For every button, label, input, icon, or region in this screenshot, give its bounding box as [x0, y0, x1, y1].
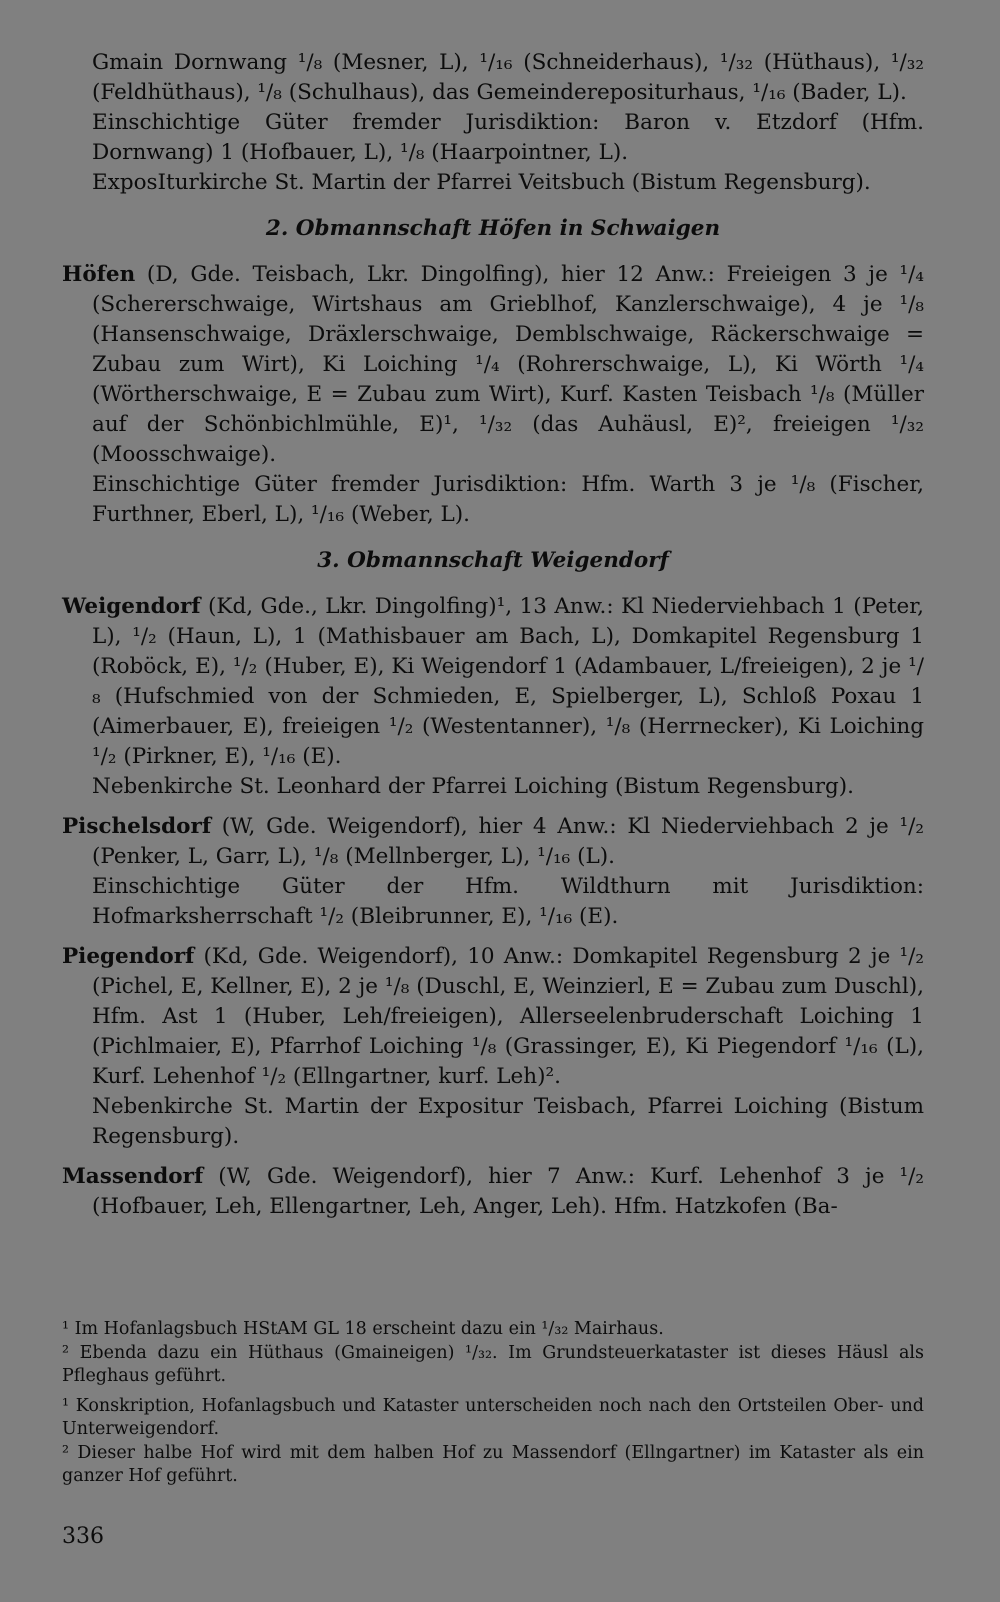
entry-hoefen [62, 260, 924, 470]
entry-massendorf-text: (W, Gde. Weigendorf), hier 7 Anw.: Kurf. Lehenhof 3 je ¹/₂ (Hofbauer, Leh, Ellengartner, Leh, Anger, Leh). Hfm. Hatzkofen (Ba- [92, 1164, 924, 1219]
place-name-massendorf: Massendorf [62, 1164, 204, 1189]
footnote-3: ¹ Konskription, Hofanlagsbuch und Kataster unterscheiden noch nach den Ortsteilen Ober- und Unterweigendorf. [62, 1395, 924, 1439]
gmain-dornwang-paragraph: Gmain Dornwang ¹/₈ (Mesner, L), ¹/₁₆ (Schneiderhaus), ¹/₃₂ (Hüthaus), ¹/₃₂ (Feldhüthaus), ¹/₈ (Schulhaus), das Gemeinderepositurhaus, ¹/₁₆ (Bader, L). [92, 50, 924, 105]
piegendorf-church-note: Nebenkirche St. Martin der Expositur Teisbach, Pfarrei Loiching (Bistum Regensburg). [92, 1094, 924, 1149]
entry-massendorf [62, 1162, 924, 1222]
hoefen-foreign-jurisdiction: Einschichtige Güter fremder Jurisdiktion: Hfm. Warth 3 je ¹/₈ (Fischer, Furthner, Eberl, L), ¹/₁₆ (Weber, L). [92, 472, 924, 527]
footnote-2: ² Ebenda dazu ein Hüthaus (Gmaineigen) ¹/₃₂. Im Grundsteuerkataster ist dieses Häusl als Pfleghaus geführt. [62, 1342, 924, 1386]
footnotes [62, 1318, 924, 1489]
place-name-weigendorf: Weigendorf [62, 594, 201, 619]
gmain-foreign-jurisdiction: Einschichtige Güter fremder Jurisdiktion: Baron v. Etzdorf (Hfm. Dornwang) 1 (Hofbauer, L), ¹/₈ (Haarpointner, L). [92, 110, 924, 165]
pischelsdorf-foreign-jurisdiction: Einschichtige Güter der Hfm. Wildthurn mit Jurisdiktion: Hofmarksherrschaft ¹/₂ (Bleibrunner, E), ¹/₁₆ (E). [92, 874, 924, 929]
place-name-piegendorf: Piegendorf [62, 944, 195, 969]
place-name-pischelsdorf: Pischelsdorf [62, 814, 212, 839]
section-heading-hoefen: 2. Obmannschaft Höfen in Schwaigen [265, 216, 721, 241]
entry-hoefen-text: (D, Gde. Teisbach, Lkr. Dingolfing), hier 12 Anw.: Freieigen 3 je ¹/₄ (Schererschwaige, Wirtshaus am Grieblhof, Kanzlerschwaige), 4 je ¹/₈ (Hansenschwaige, Dräxlerschwaige, Demblschwaige, Räckerschwaige = Zubau zum Wirt), Ki Loiching ¹/₄ (Rohrerschwaige, L), Ki Wörth ¹/₄ (Wörtherschwaige, E = Zubau zum Wirt), Kurf. Kasten Teisbach ¹/₈ (Müller auf der Schönbichlmühle, E)¹, ¹/₃₂ (das Auhäusl, E)², freieigen ¹/₃₂ (Moosschwaige). [92, 262, 924, 467]
entry-piegendorf-text: (Kd, Gde. Weigendorf), 10 Anw.: Domkapitel Regensburg 2 je ¹/₂ (Pichel, E, Kellner, E), 2 je ¹/₈ (Duschl, E, Weinzierl, E = Zubau zum Duschl), Hfm. Ast 1 (Huber, Leh/freieigen), Allerseelenbruderschaft Loiching 1 (Pichlmaier, E), Pfarrhof Loiching ¹/₈ (Grassinger, E), Ki Piegendorf ¹/₁₆ (L), Kurf. Lehenhof ¹/₂ (Ellngartner, kurf. Leh)². [92, 944, 924, 1089]
entry-pischelsdorf-text: (W, Gde. Weigendorf), hier 4 Anw.: Kl Niederviehbach 2 je ¹/₂ (Penker, L, Garr, L), ¹/₈ (Mellnberger, L), ¹/₁₆ (L). [92, 814, 924, 869]
footnote-1: ¹ Im Hofanlagsbuch HStAM GL 18 erscheint dazu ein ¹/₃₂ Mairhaus. [62, 1319, 664, 1339]
section-heading-weigendorf: 3. Obmannschaft Weigendorf [317, 548, 669, 573]
footnote-4: ² Dieser halbe Hof wird mit dem halben Hof zu Massendorf (Ellngartner) im Kataster als ein ganzer Hof geführt. [62, 1442, 924, 1486]
place-name-hoefen: Höfen [62, 262, 136, 287]
gmain-church-note: ExposIturkirche St. Martin der Pfarrei Veitsbuch (Bistum Regensburg). [92, 170, 871, 195]
main-text [62, 48, 924, 1222]
entry-pischelsdorf [62, 812, 924, 872]
entry-piegendorf [62, 942, 924, 1092]
weigendorf-church-note: Nebenkirche St. Leonhard der Pfarrei Loiching (Bistum Regensburg). [92, 774, 854, 799]
entry-weigendorf-text: (Kd, Gde., Lkr. Dingolfing)¹, 13 Anw.: Kl Niederviehbach 1 (Peter, L), ¹/₂ (Haun, L), 1 (Mathisbauer am Bach, L), Domkapitel Regensburg 1 (Roböck, E), ¹/₂ (Huber, E), Ki Weigendorf 1 (Adambauer, L/freieigen), 2 je ¹/₈ (Hufschmied von der Schmieden, E, Spielberger, L), Schloß Poxau 1 (Aimerbauer, E), freieigen ¹/₂ (Westentanner), ¹/₈ (Herrnecker), Ki Loiching ¹/₂ (Pirkner, E), ¹/₁₆ (E). [92, 594, 924, 769]
entry-weigendorf [62, 592, 924, 772]
page-number: 336 [62, 1524, 104, 1549]
